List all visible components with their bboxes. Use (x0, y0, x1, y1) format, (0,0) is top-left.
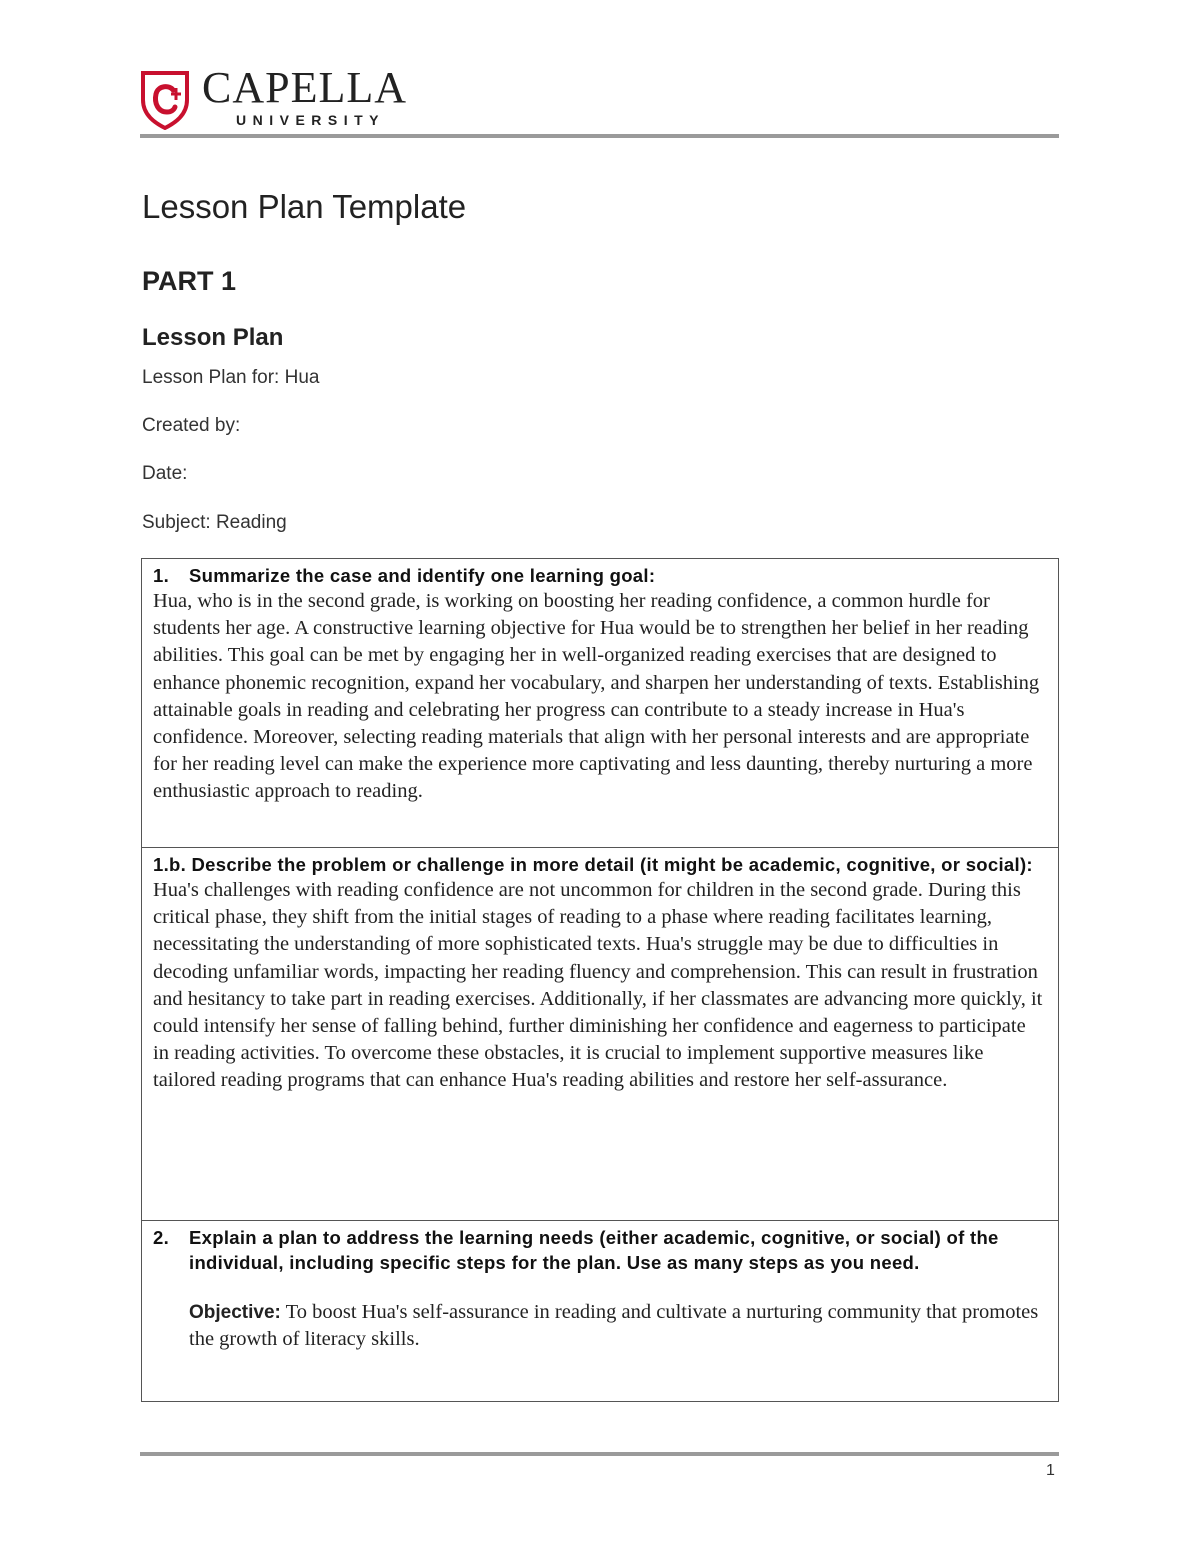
part-heading: PART 1 (142, 266, 237, 296)
answer-1: Hua, who is in the second grade, is working on boosting her reading confidence, a common hurdle for students her age. A constructive learning objective for Hua would be to strengthen her belief in her reading abilities. This goal can be met by engaging her in well-organized reading exercises that are designed to enhance phonemic recognition, expand her vocabulary, and sharpen her understanding of texts. Establishing attainable goals in reading and celebrating her progress can contribute to a steady increase in Hua's confidence. Moreover, selecting reading materials that align with her personal interests and are appropriate for her reading level can make the experience more captivating and less daunting, thereby nurturing a more enthusiastic approach to reading. (153, 590, 1040, 803)
question-number: 1. (153, 565, 170, 586)
field-created-by (142, 415, 240, 437)
table-row-q1b (142, 848, 1059, 1221)
page-number: 1 (1046, 1462, 1055, 1479)
shield-logo-icon (140, 70, 190, 130)
document-title: Lesson Plan Template (142, 188, 467, 225)
logo-subtitle: UNIVERSITY (236, 112, 386, 128)
table-cell (142, 848, 1059, 1221)
question-2 (153, 1225, 1046, 1275)
lesson-plan-table (141, 558, 1059, 1402)
question-1b: 1.b. Describe the problem or challenge in more detail (it might be academic, cognitive, or social): (153, 854, 1033, 875)
objective-text: To boost Hua's self-assurance in reading and cultivate a nurturing community that promotes the growth of literacy skills. (189, 1301, 1039, 1351)
table-row-q1 (142, 559, 1059, 848)
field-label: Lesson Plan for: (142, 367, 280, 388)
table-cell (142, 559, 1059, 848)
section-heading: Lesson Plan (142, 324, 284, 351)
table-row-q2 (142, 1221, 1059, 1402)
field-subject (142, 512, 287, 534)
field-label: Date: (142, 463, 188, 484)
question-text: Summarize the case and identify one learning goal: (189, 565, 656, 586)
question-text: Explain a plan to address the learning needs (either academic, cognitive, or social) of the individual, including specific steps for the plan. Use as many steps as you need. (189, 1227, 999, 1273)
objective-label: Objective: (189, 1302, 281, 1323)
field-lesson-plan-for (142, 367, 319, 389)
capella-logo (140, 63, 430, 134)
question-number: 2. (153, 1227, 170, 1248)
field-date (142, 463, 187, 485)
header-divider (140, 134, 1059, 138)
field-label: Subject: (142, 512, 211, 533)
field-value: Hua (284, 367, 320, 388)
footer-divider (140, 1452, 1059, 1456)
question-1 (153, 563, 1046, 588)
field-label: Created by: (142, 415, 241, 436)
field-value: Reading (215, 512, 287, 533)
logo-wordmark: CAPELLA (202, 63, 407, 112)
answer-1b: Hua's challenges with reading confidence are not uncommon for children in the second grade. During this critical phase, they shift from the initial stages of reading to a phase where reading facilitates learning, necessitating the understanding of more sophisticated texts. Hua's struggle may be due to difficulties in decoding unfamiliar words, impacting her reading fluency and comprehension. This can result in frustration and hesitancy to take part in reading exercises. Additionally, if her classmates are advancing more quickly, it could intensify her sense of falling behind, further diminishing her confidence and eagerness to participate in reading activities. To overcome these obstacles, it is crucial to implement supportive measures like tailored reading programs that can enhance Hua's reading abilities and restore her self-assurance. (153, 879, 1043, 1092)
table-cell (142, 1221, 1059, 1402)
objective-paragraph (153, 1299, 1046, 1353)
